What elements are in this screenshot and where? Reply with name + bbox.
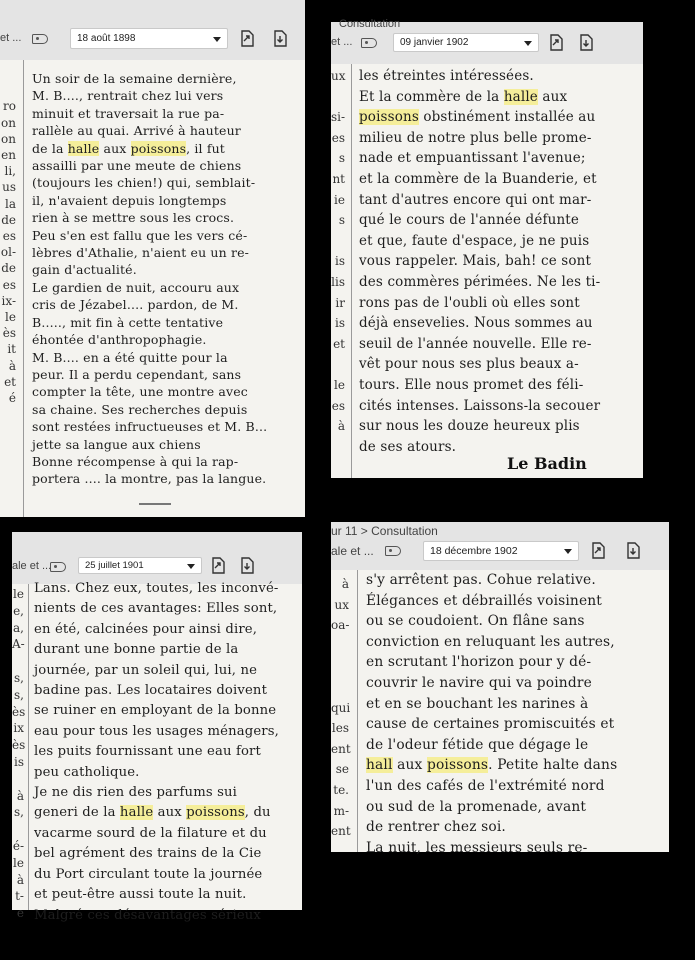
margin-fragment: se: [335, 762, 349, 777]
margin-fragment: [331, 87, 345, 108]
margin-fragment: ent: [331, 824, 351, 839]
margin-fragment: ix: [13, 721, 24, 736]
margin-fragment: à: [16, 788, 24, 803]
text-run: Élégances et débraillés voisinent: [366, 592, 603, 609]
tag-icon[interactable]: [361, 38, 377, 48]
margin-fragment: ent: [331, 741, 351, 756]
text-run: en scrutant l'horizon pour y dé-: [366, 654, 592, 671]
text-run: generi de la: [34, 805, 120, 821]
text-run: rallèle au quai. Arrivé à hauteur: [32, 123, 241, 139]
margin-fragment: s: [338, 151, 345, 166]
text-run: déjà ensevelies. Nous sommes au: [359, 315, 593, 332]
margin-fragment: et: [333, 336, 345, 351]
text-run: vacarme sourd de la filature et du: [34, 825, 267, 841]
text-run: qué le cours de l'année défunte: [359, 212, 580, 229]
margin-fragment: nt: [332, 171, 345, 186]
text-run: assailli par une meute de chiens: [32, 158, 242, 174]
date-select[interactable]: [423, 541, 579, 561]
margin-fragment: si-: [331, 110, 346, 125]
article-line: [359, 210, 639, 231]
margin-fragment: is: [335, 254, 345, 269]
text-run: journée, par un soleil qui, lui, ne: [34, 662, 258, 678]
article-text: [34, 579, 300, 926]
article-text: [366, 570, 666, 858]
text-run: seuil de l'année nouvelle. Elle re-: [359, 335, 592, 352]
document-download-icon[interactable]: [240, 557, 254, 574]
article-line: [359, 354, 639, 375]
article-line: [366, 652, 666, 673]
text-run: de la: [32, 140, 68, 156]
text-run: ou sud de la promenade, avant: [366, 798, 587, 815]
margin-fragment: ès: [12, 704, 26, 719]
column-rule: [23, 60, 24, 517]
document-download-icon[interactable]: [273, 30, 287, 47]
margin-fragment: ie: [334, 192, 345, 207]
margin-fragment: A-: [12, 637, 25, 652]
article-line: [359, 107, 639, 128]
margin-fragment: é-: [12, 838, 24, 853]
tag-icon[interactable]: [50, 562, 66, 572]
text-run: bel agrément des trains de la Cie: [34, 846, 262, 862]
date-select-value: 09 janvier 1902: [400, 37, 469, 48]
document-export-icon[interactable]: [211, 557, 225, 574]
text-run: les puits fournissant une eau fort: [34, 744, 261, 760]
margin-fragment: [12, 771, 24, 788]
margin-fragment: le: [334, 377, 345, 392]
margin-fragment: de: [1, 261, 16, 276]
text-run: minuit et traversait la rue pa-: [32, 105, 225, 121]
article-line: [359, 169, 639, 190]
article-line: [34, 681, 300, 701]
article-line: [366, 797, 666, 818]
margin-fragment: ol-: [0, 245, 16, 260]
article-line: [34, 599, 300, 619]
text-run: peur. Il a perdu cependant, sans: [32, 366, 242, 382]
document-download-icon[interactable]: [579, 34, 593, 51]
text-run: et en se bouchant les narines à: [366, 695, 589, 712]
text-run: sur nous les douze heureux plis: [359, 418, 580, 435]
text-run: nade et empuantissant l'avenue;: [359, 150, 586, 167]
text-run: des commères périmées. Ne les ti-: [359, 273, 601, 290]
article-line: [34, 865, 300, 885]
text-run: Lans. Chez eux, toutes, les inconvé-: [34, 581, 279, 596]
article-line: [32, 122, 282, 139]
text-run: cités intenses. Laissons-la secouer: [359, 397, 601, 414]
margin-fragment: à: [337, 419, 345, 434]
article-line: [32, 453, 282, 470]
text-run: tant d'autres encore qui ont mar-: [359, 191, 592, 208]
margin-fragment: de: [1, 212, 16, 227]
chevron-down-icon: [187, 564, 195, 569]
article-line: [32, 174, 282, 191]
article-line: [32, 227, 282, 244]
margin-fragment: it: [7, 342, 16, 357]
text-run: couvrir le navire qui va poindre: [366, 674, 592, 691]
margin-fragment: s,: [14, 687, 24, 702]
text-run: Et la commère de la: [359, 88, 504, 105]
margin-fragment: [0, 82, 16, 98]
breadcrumb[interactable]: et ...: [0, 32, 22, 44]
newspaper-clipping: [331, 570, 669, 856]
margin-fragment: te.: [333, 782, 349, 797]
clip-panel-1901-07-25: [12, 532, 302, 923]
article-line: [32, 157, 282, 174]
margin-fragment: ro: [3, 99, 16, 114]
margin-fragment: qui: [331, 700, 351, 715]
article-line: [366, 694, 666, 715]
article-line: [34, 661, 300, 681]
clip-panel-1902-12-18: [331, 522, 669, 856]
text-run: aux: [537, 88, 568, 105]
text-run: peu catholique.: [34, 764, 140, 780]
article-line: [34, 640, 300, 660]
document-export-icon[interactable]: [240, 30, 254, 47]
article-line: [32, 366, 282, 383]
margin-fragment: à: [8, 358, 16, 373]
text-run: Malgré ces désavantages sérieux: [34, 907, 262, 923]
viewer-toolbar: [331, 18, 643, 64]
margin-fragment: à: [341, 577, 349, 591]
article-line: [34, 742, 300, 762]
article-line: [359, 313, 639, 334]
article-line: [359, 66, 639, 87]
article-line: [359, 190, 639, 211]
breadcrumb[interactable]: ale et ...: [12, 560, 52, 572]
text-run: Le gardien de nuit, accouru aux: [32, 279, 240, 295]
viewer-toolbar: [0, 0, 305, 60]
text-run: et que, faute d'espace, je ne puis: [359, 232, 590, 249]
article-line: [34, 701, 300, 721]
date-select[interactable]: [78, 557, 202, 574]
article-line: [366, 591, 666, 612]
text-run: aux: [99, 140, 131, 156]
text-run: badine pas. Les locataires doivent: [34, 683, 268, 699]
newspaper-clipping: [12, 581, 302, 923]
margin-fragment: s: [338, 213, 345, 228]
article-line: [32, 436, 282, 453]
text-run: il, n'avaient depuis longtemps: [32, 192, 227, 208]
article-line: [32, 349, 282, 366]
article-line: [359, 437, 639, 458]
text-run: aux: [392, 757, 427, 774]
viewer-toolbar: [12, 532, 302, 584]
text-run: La nuit, les messieurs seuls re-: [366, 839, 588, 856]
article-line: [32, 244, 282, 261]
text-run: nients de ces avantages: Elles sont,: [34, 601, 278, 617]
text-run: du Port circulant toute la journée: [34, 866, 263, 882]
article-line: [32, 314, 282, 331]
text-run: Un soir de la semaine dernière,: [32, 71, 237, 86]
margin-fragment: ux: [331, 69, 346, 83]
column-rule: [28, 584, 29, 910]
margin-fragment: le: [13, 587, 24, 601]
text-run: obstinément installée au: [418, 109, 596, 126]
article-line: [34, 722, 300, 742]
date-select[interactable]: [393, 33, 539, 52]
article-text: [359, 66, 639, 457]
margin-fragment: le: [13, 855, 24, 870]
breadcrumb[interactable]: et ...: [331, 36, 353, 48]
clip-panel-1898-08-18: [0, 0, 305, 517]
margin-fragment: [331, 656, 349, 677]
signature: Le Badin: [507, 454, 587, 473]
article-line: [32, 192, 282, 209]
top-breadcrumb[interactable]: Consultation: [339, 18, 401, 30]
column-rule: [351, 64, 352, 478]
top-breadcrumb[interactable]: ur 11 > Consultation: [331, 524, 438, 538]
article-line: [32, 470, 282, 487]
tag-icon[interactable]: [32, 34, 48, 44]
margin-fragment: ix-: [1, 293, 16, 308]
article-line: [366, 714, 666, 735]
text-run: cause de certaines promiscuités et: [366, 716, 615, 733]
article-line: [34, 803, 300, 823]
text-run: portera .... la montre, pas la langue.: [32, 471, 267, 487]
article-line: [32, 209, 282, 226]
text-run: milieu de notre plus belle prome-: [359, 129, 592, 146]
adjacent-column-fragment: [331, 574, 349, 852]
margin-fragment: [12, 821, 24, 838]
margin-fragment: ir: [335, 295, 345, 310]
newspaper-clipping: [331, 64, 643, 478]
date-select-value: 18 août 1898: [77, 33, 136, 44]
text-run: Je ne dis rien des parfums sui: [34, 785, 238, 801]
article-line: [366, 611, 666, 632]
breadcrumb[interactable]: ale et ...: [331, 544, 374, 558]
text-run: les étreintes intéressées.: [359, 68, 534, 84]
article-line: [34, 579, 300, 599]
text-run: et la commère de la Buanderie, et: [359, 170, 597, 187]
search-highlight: halle: [67, 140, 100, 156]
article-line: [366, 632, 666, 653]
margin-fragment: ès: [12, 738, 26, 753]
text-run: vêt pour nous ses plus beaux a-: [359, 356, 579, 373]
text-run: . Petite halte dans: [488, 757, 618, 774]
document-download-icon[interactable]: [626, 542, 640, 559]
text-run: de rentrer chez soi.: [366, 819, 506, 836]
newspaper-clipping: [0, 60, 305, 517]
article-line: [34, 763, 300, 783]
margin-fragment: is: [14, 754, 24, 769]
margin-fragment: oa-: [331, 618, 350, 633]
chevron-down-icon: [564, 549, 572, 554]
margin-fragment: e,: [13, 603, 24, 618]
article-line: [359, 231, 639, 252]
article-line: [359, 416, 639, 437]
article-line: [359, 128, 639, 149]
article-text: [32, 70, 282, 488]
margin-fragment: a,: [13, 620, 24, 635]
text-run: s'y arrêtent pas. Cohue relative.: [366, 572, 596, 588]
margin-fragment: [12, 653, 24, 670]
text-run: rons pas de l'oubli où elles sont: [359, 294, 580, 311]
article-line: [359, 251, 639, 272]
article-line: [34, 885, 300, 905]
margin-fragment: m-: [333, 803, 349, 818]
text-run: vous rappeler. Mais, bah! ce sont: [359, 253, 592, 270]
margin-fragment: la: [5, 196, 16, 211]
tag-icon[interactable]: [385, 546, 401, 556]
text-run: jette sa langue aux chiens: [32, 436, 201, 452]
article-line: [34, 620, 300, 640]
text-run: tours. Elle nous promet des féli-: [359, 376, 584, 393]
margin-fragment: é: [8, 391, 16, 406]
margin-fragment: us: [2, 180, 16, 195]
margin-fragment: [331, 636, 349, 657]
adjacent-column-fragment: [12, 586, 26, 921]
article-line: [32, 331, 282, 348]
text-run: compter la tête, une montre avec: [32, 384, 248, 400]
text-run: se ruiner en employant de la bonne: [34, 703, 277, 719]
text-run: M. B...., rentrait chez lui vers: [32, 88, 224, 104]
adjacent-column-fragment: [331, 66, 345, 478]
text-run: B....., mit fin à cette tentative: [32, 314, 224, 330]
adjacent-column-fragment: [0, 66, 16, 517]
article-line: [32, 261, 282, 278]
text-run: et peut-être aussi toute la nuit.: [34, 887, 247, 903]
margin-fragment: lis: [331, 274, 345, 289]
document-export-icon[interactable]: [591, 542, 605, 559]
article-line: [32, 140, 282, 157]
chevron-down-icon: [524, 41, 532, 46]
date-select-value: 18 décembre 1902: [430, 545, 518, 557]
text-run: (toujours les chien!) qui, semblait-: [32, 175, 256, 191]
article-line: [32, 279, 282, 296]
margin-fragment: [331, 354, 345, 375]
search-highlight: halle: [503, 88, 538, 105]
article-line: [359, 272, 639, 293]
text-run: en été, calcinées pour ainsi dire,: [34, 621, 258, 637]
text-run: lèbres d'Athalie, n'aient eu un re-: [32, 245, 249, 261]
article-line: [32, 87, 282, 104]
text-run: sont restées infructueuses et M. B...: [32, 419, 268, 435]
article-line: [359, 375, 639, 396]
date-select[interactable]: [70, 28, 228, 49]
text-run: gain d'actualité.: [32, 262, 137, 278]
text-run: , il fut: [186, 140, 225, 156]
end-rule: [139, 503, 171, 505]
margin-fragment: es: [331, 398, 345, 413]
margin-fragment: ux: [334, 597, 349, 612]
margin-fragment: en: [1, 148, 16, 163]
margin-fragment: es: [2, 277, 16, 292]
article-line: [34, 844, 300, 864]
margin-fragment: ès: [2, 326, 16, 341]
margin-fragment: à: [16, 872, 24, 887]
article-line: [366, 570, 666, 591]
search-highlight: poissons: [359, 109, 419, 126]
margin-fragment: on: [1, 131, 16, 146]
text-run: durant une bonne partie de la: [34, 642, 239, 658]
text-run: , du: [244, 805, 271, 821]
date-select-value: 25 juillet 1901: [85, 560, 144, 571]
text-run: Bonne récompense à qui la rap-: [32, 453, 239, 469]
search-highlight: hall: [366, 757, 393, 774]
margin-fragment: es: [2, 229, 16, 244]
margin-fragment: s,: [14, 670, 24, 685]
article-line: [359, 293, 639, 314]
article-line: [32, 383, 282, 400]
article-line: [366, 838, 666, 859]
text-run: aux: [153, 805, 187, 821]
margin-fragment: li,: [4, 164, 16, 179]
search-highlight: halle: [119, 805, 154, 821]
search-highlight: poissons: [130, 140, 187, 156]
margin-fragment: [331, 677, 349, 698]
margin-fragment: es: [331, 130, 345, 145]
margin-fragment: on: [1, 115, 16, 130]
text-run: l'un des cafés de l'extrémité nord: [366, 777, 605, 794]
article-line: [366, 755, 666, 776]
viewer-toolbar: [331, 522, 669, 570]
article-line: [32, 70, 282, 87]
article-line: [359, 396, 639, 417]
article-line: [359, 87, 639, 108]
article-line: [359, 334, 639, 355]
article-line: [34, 783, 300, 803]
margin-fragment: [0, 66, 16, 82]
text-run: sa chaine. Ses recherches depuis: [32, 401, 248, 417]
margin-fragment: et: [4, 374, 16, 389]
text-run: Peu s'en est fallu que les vers cé-: [32, 227, 248, 243]
article-line: [366, 776, 666, 797]
article-line: [359, 148, 639, 169]
article-line: [34, 824, 300, 844]
margin-fragment: [331, 231, 345, 252]
margin-fragment: e: [16, 906, 24, 921]
text-run: de l'odeur fétide que dégage le: [366, 736, 589, 753]
text-run: eau pour tous les usages ménagers,: [34, 723, 279, 739]
article-line: [366, 735, 666, 756]
margin-fragment: t-: [15, 889, 24, 904]
article-line: [366, 673, 666, 694]
article-line: [32, 401, 282, 418]
text-run: M. B.... en a été quitte pour la: [32, 349, 228, 365]
article-line: [34, 906, 300, 926]
margin-fragment: les: [331, 721, 349, 736]
article-line: [32, 418, 282, 435]
text-run: de ses atours.: [359, 438, 457, 455]
article-line: [32, 105, 282, 122]
text-run: éhontée d'anthropophagie.: [32, 332, 207, 348]
document-export-icon[interactable]: [549, 34, 563, 51]
column-rule: [357, 570, 358, 852]
article-line: [32, 296, 282, 313]
text-run: cris de Jézabel.... pardon, de M.: [32, 297, 239, 313]
text-run: conviction en reluquant les autres,: [366, 633, 615, 650]
margin-fragment: le: [5, 310, 16, 325]
search-highlight: poissons: [186, 805, 245, 821]
clip-panel-1902-01-09: [331, 18, 643, 478]
text-run: rien à se mettre sous les crocs.: [32, 210, 235, 226]
text-run: ou se coudoient. On flâne sans: [366, 613, 585, 630]
margin-fragment: is: [335, 316, 345, 331]
article-line: [366, 817, 666, 838]
margin-fragment: s,: [14, 805, 24, 820]
chevron-down-icon: [213, 37, 221, 42]
search-highlight: poissons: [426, 757, 489, 774]
